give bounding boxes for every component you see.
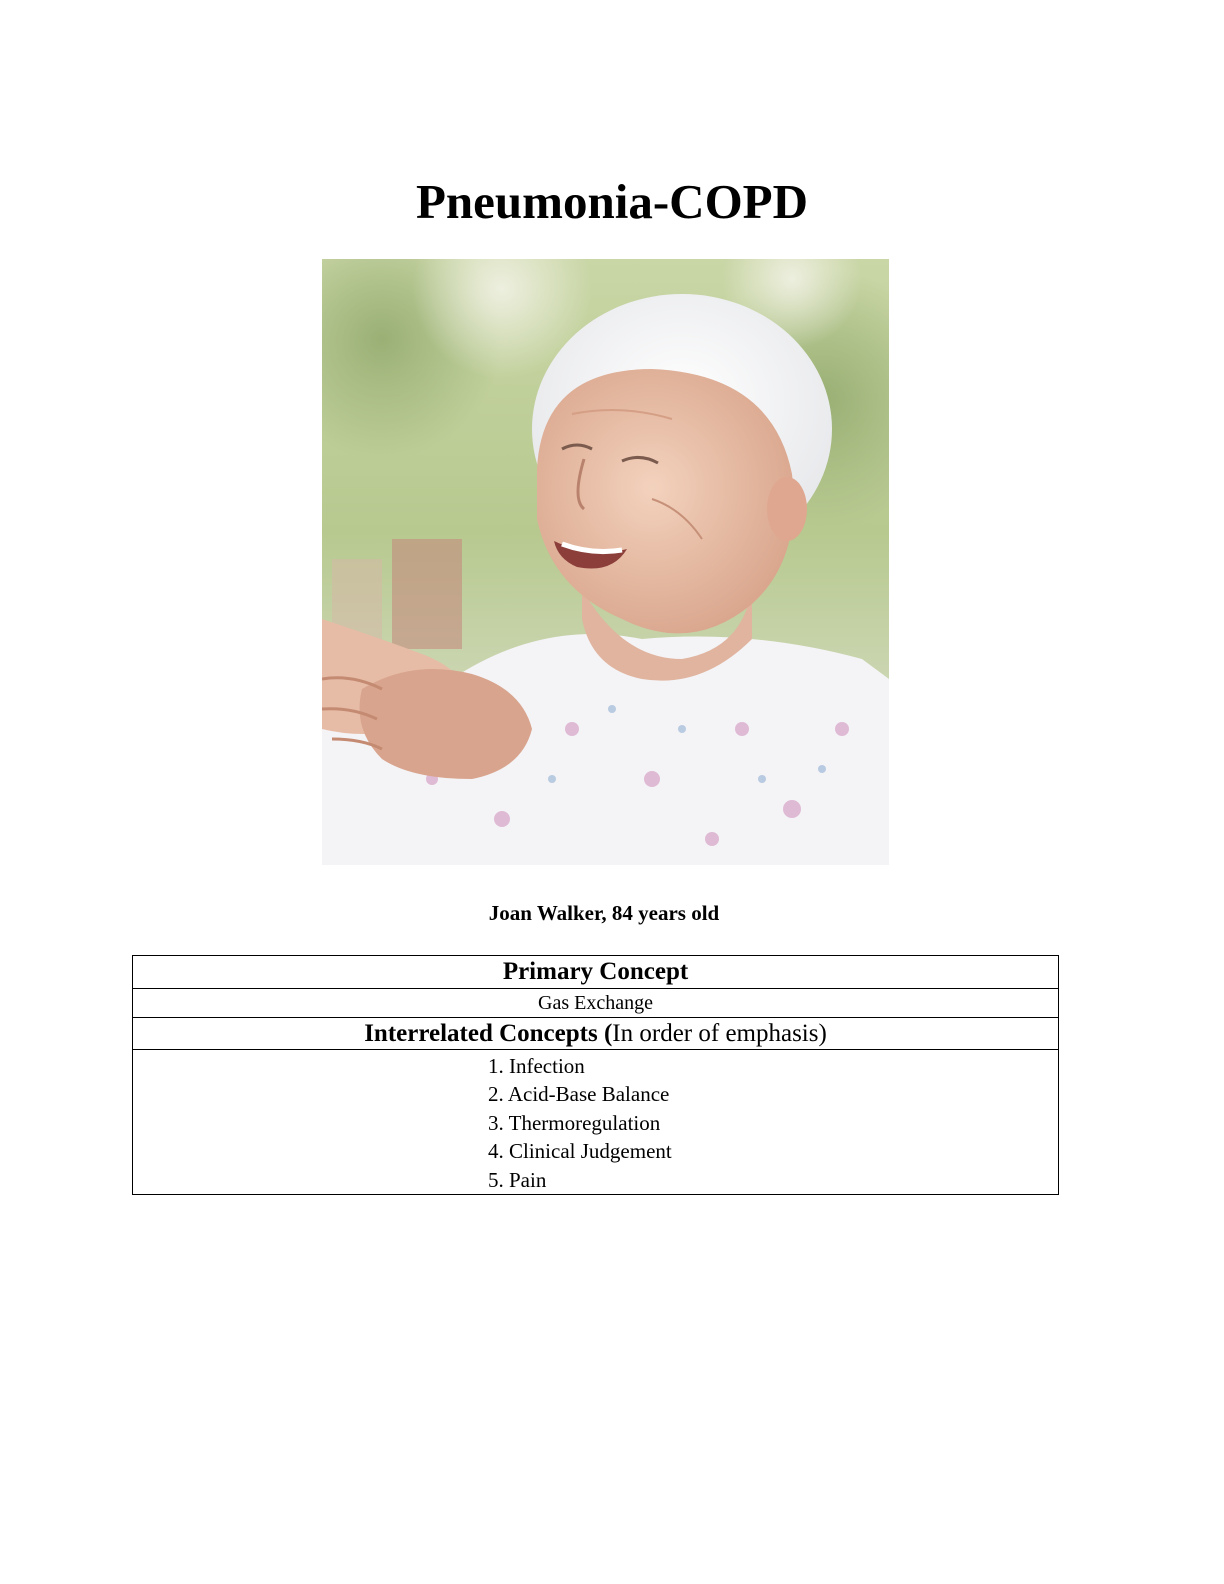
interrelated-heading-note: In order of emphasis) [612,1019,827,1047]
list-item: 5. Pain [488,1167,547,1192]
patient-caption: Joan Walker, 84 years old [488,901,720,925]
list-item: 1. Infection [488,1054,585,1078]
primary-concept-value: Gas Exchange [133,989,1059,1018]
interrelated-heading-label: Interrelated Concepts ( [364,1019,613,1047]
concepts-table [132,955,1059,1195]
interrelated-concepts-cell [133,1050,1059,1195]
list-item: 3. Thermoregulation [488,1110,661,1135]
list-item: 4. Clinical Judgement [488,1139,672,1164]
interrelated-concepts-list [133,1052,1058,1194]
patient-photo-illustration [322,259,889,865]
interrelated-concepts-heading [133,1018,1059,1050]
primary-concept-header-row [133,956,1059,989]
patient-photo [322,259,889,865]
page-title: Pneumonia-COPD [416,174,808,229]
primary-concept-row [133,989,1059,1018]
list-item: 2. Acid-Base Balance [488,1082,670,1107]
interrelated-concepts-header-row [133,1018,1059,1050]
primary-concept-heading: Primary Concept [133,956,1059,989]
interrelated-concepts-row [133,1050,1059,1195]
